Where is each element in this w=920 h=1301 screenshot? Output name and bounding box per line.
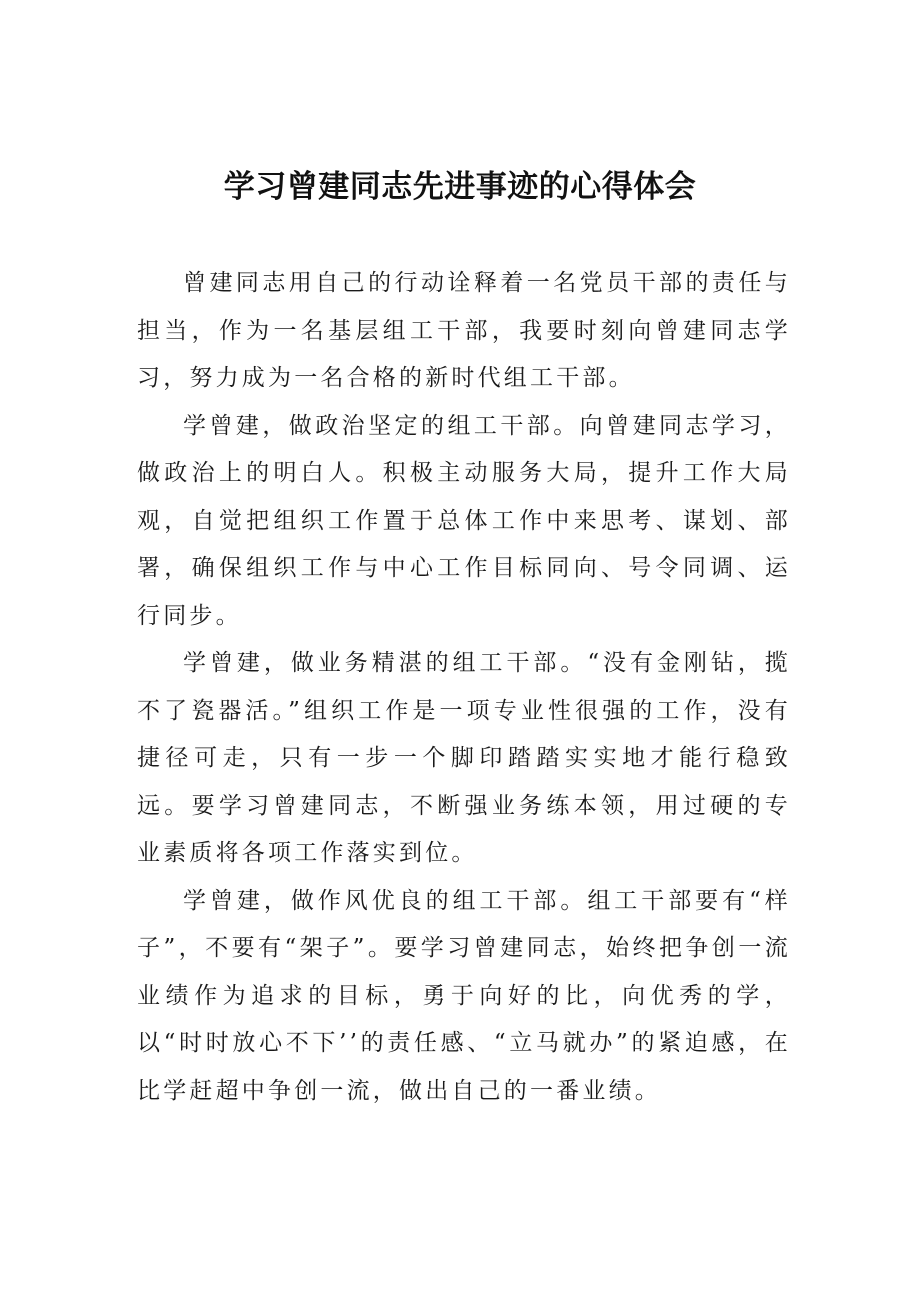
paragraph-political: 学曾建，做政治坚定的组工干部。向曾建同志学习，做政治上的明白人。积极主动服务大局，提升工作大局观，自觉把组织工作置于总体工作中来思考、谋划、部署，确保组织工作与中心工作目标同向、号令同调、运行同步。: [137, 412, 791, 629]
document-title: 学习曾建同志先进事迹的心得体会: [223, 169, 697, 205]
document-body: [137, 260, 791, 1115]
paragraph-professional: 学曾建，做业务精湛的组工干部。“没有金刚钻，揽不了瓷器活。”组织工作是一项专业性很强的工作，没有捷径可走，只有一步一个脚印踏踏实实地才能行稳致远。要学习曾建同志，不断强业务练本领，用过硬的专业素质将各项工作落实到位。: [137, 650, 791, 866]
paragraph-intro: 曾建同志用自己的行动诠释着一名党员干部的责任与担当，作为一名基层组工干部，我要时刻向曾建同志学习，努力成为一名合格的新时代组工干部。: [137, 270, 791, 391]
paragraph-style: 学曾建，做作风优良的组工干部。组工干部要有“样子”，不要有“架子”。要学习曾建同志，始终把争创一流业绩作为追求的目标，勇于向好的比，向优秀的学，以“时时放心不下’’的责任感、“立马就办”的紧迫感，在比学赶超中争创一流，做出自己的一番业绩。: [137, 887, 792, 1104]
